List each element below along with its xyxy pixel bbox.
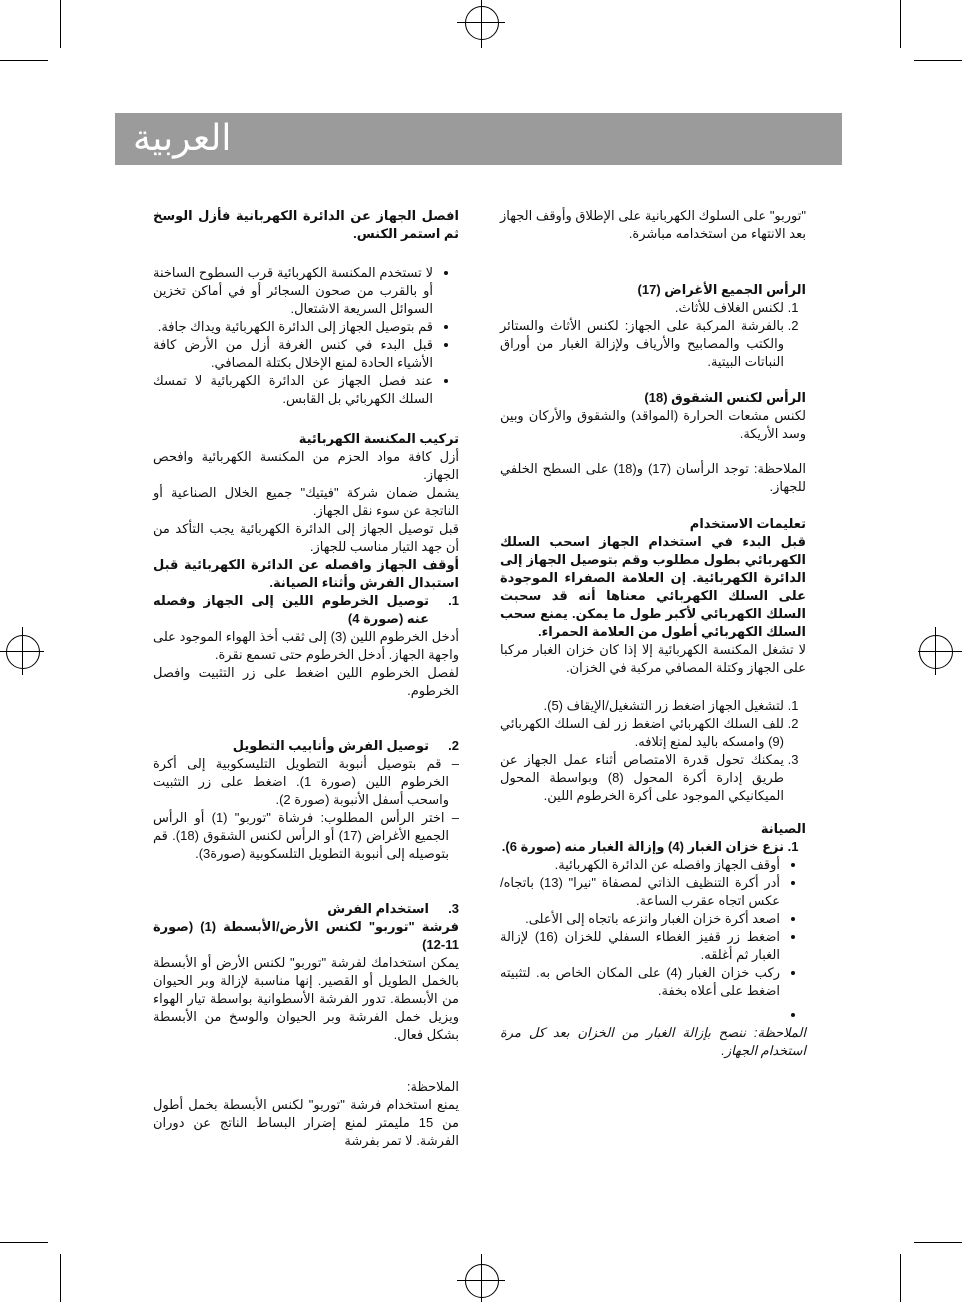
list-item: 1. لتشغيل الجهاز اضغط زر التشغيل/الإيقاف (5). — [500, 697, 784, 715]
maintenance-title: الصيانة — [760, 821, 806, 836]
step-title: توصيل الفرش وأنابيب التطويل — [232, 738, 429, 753]
list-item: 1. لكنس الغلاف للأثاث. — [500, 299, 784, 317]
section-head17 — [500, 281, 806, 371]
list-item: • قبل البدء في كنس الغرفة أزل من الأرض كافة الأشياء الحادة لمنع الإخلال بكتلة المصافي. — [153, 336, 433, 372]
list-item: • اضغط زر قفيز الغطاء السفلي للخزان (16) لإزالة الغبار ثم أغلقه. — [500, 928, 780, 964]
list-item: 3. يمكنك تحول قدرة الامتصاص أثناء عمل الجهاز عن طريق إدارة أكرة المحول (8) وبواسطة المحول الميكانيكي الموجود على أكرة الخرطوم اللين. — [500, 751, 784, 805]
assembly-title: تركيب المكنسة الكهربائية — [298, 431, 459, 446]
list-item: • أوقف الجهاز وافصله عن الدائرة الكهربائية. — [500, 856, 780, 874]
note-label: الملاحظة: — [406, 1079, 459, 1094]
step-text: أدخل الخرطوم اللين (3) إلى ثقب أخذ الهواء الموجود على واجهة الجهاز. أدخل الخرطوم حتى تسمع نقرة. — [153, 629, 460, 662]
list-item: 2. بالفرشة المركبة على الجهاز: لكنس الأثاث والستائر والكتب والمصابيح والأرياف ولإزالة الغبار من أوراق النباتات البيتية. — [500, 317, 784, 371]
turbo-note — [153, 1078, 459, 1150]
maintenance-note: الملاحظة: ننصح بإزالة الغبار من الخزان بعد كل مرة استخدام الجهاز. — [500, 1025, 806, 1058]
section-assembly — [153, 430, 459, 592]
heads-note: الملاحظة: توجد الرأسان (17) و(18) على السطح الخلفي للجهاز. — [500, 461, 806, 494]
assembly-text: قبل توصيل الجهاز إلى الدائرة الكهربائية يجب التأكد من أن جهد التيار مناسب للجهاز. — [153, 521, 459, 554]
list-item: • أدر أكرة التنظيف الذاتي لمصفاة "نيرا" (13) باتجاه/عكس اتجاه عقرب الساعة. — [500, 874, 780, 910]
header-title: العربية — [133, 117, 232, 158]
safety-bullets — [153, 264, 459, 408]
step-number: 1. — [448, 593, 459, 608]
step-title: توصيل الخرطوم اللين إلى الجهاز وفصله عنه (صورة 4) — [153, 593, 429, 626]
usage-text: لا تشغل المكنسة الكهربائية إلا إذا كان خزان الغبار مركبا على الجهاز وكتلة المصافي مركبة في الخزان. — [500, 642, 806, 675]
maintenance-item1: 1. نزع خزان الغبار (4) وإزالة الغبار منه (صورة 6). — [500, 838, 784, 856]
list-item: – اختر الرأس المطلوب: فرشاة "توربو" (1) أو الرأس الجميع الأغراض (17) أو الرأس لكنس الشقوق (18). قم بتوصيله إلى أنبوبة التطويل التلسكوبية (صورة3). — [153, 810, 460, 861]
step-2 — [153, 737, 459, 863]
note-text: يمنع استخدام فرشة "توربو" لكنس الأبسطة بخمل أطول من 15 مليمتر لمنع إضرار البساط الناتج عن دوران الفرشة. لا تمر بفرشة — [153, 1097, 459, 1148]
turbo-intro: "توربو" على السلوك الكهربانية على الإطلاق وأوقف الجهاز بعد الانتهاء من استخدامه مباشرة. — [500, 208, 806, 241]
section-maintenance — [500, 820, 806, 1060]
assembly-text: يشمل ضمان شركة "فيتيك" جميع الخلال الصناعية أو الناتجة عن سوء نقل الجهاز. — [153, 485, 459, 518]
assembly-warning: أوقف الجهاز وافصله عن الدائرة الكهربائية قبل استبدال الفرش وأثناء الصيانة. — [153, 557, 459, 590]
assembly-text: أزل كافة مواد الحزم من المكنسة الكهربائية وافحص الجهاز. — [153, 449, 459, 482]
section-head18 — [500, 389, 806, 443]
list-item: • عند فصل الجهاز عن الدائرة الكهربائية لا تمسك السلك الكهربائي بل القابس. — [153, 372, 433, 408]
empty-bullet — [500, 1006, 780, 1024]
step-number: 2. — [448, 738, 459, 753]
usage-title: تعليمات الاستخدام — [689, 516, 806, 531]
head17-title: الرأس الجميع الأغراض (17) — [637, 282, 806, 297]
list-item: • اصعد أكرة خزان الغبار وانزعه باتجاه إلى الأعلى. — [500, 910, 780, 928]
list-item: • قم بتوصيل الجهاز إلى الدائرة الكهربائية ويداك جافة. — [153, 318, 433, 336]
section-usage — [500, 515, 806, 805]
list-item: • ركب خزان الغبار (4) على المكان الخاص به. لتثبيته اضغط على أعلاه بخفة. — [500, 964, 780, 1000]
step-subtitle: فرشة "توربو" لكنس الأرض/الأبسطة (1) (صورة 11-12) — [153, 919, 460, 952]
step-3 — [153, 900, 459, 1044]
step-text: لفصل الخرطوم اللين اضغط على زر التثبيت وافصل الخرطوم. — [153, 665, 459, 698]
head18-text: لكنس مشعات الحرارة (المواقد) والشقوق والأركان وبين وسد الأريكة. — [500, 408, 806, 441]
step-1 — [153, 592, 459, 700]
step-number: 3. — [448, 901, 459, 916]
step-title: استخدام الفرش — [327, 901, 429, 916]
disconnect-warning: افصل الجهاز عن الدائرة الكهربانية فأزل الوسخ ثم استمر الكنس. — [153, 208, 459, 241]
language-header — [115, 113, 842, 165]
head18-title: الرأس لكنس الشقوق (18) — [644, 390, 806, 405]
list-item: – قم بتوصيل أنبوبة التطويل التليسكوبية إلى أكرة الخرطوم اللين (صورة 1). اضغط على زر التثبيت واسحب أسفل الأنبوبة (صورة 2). — [153, 756, 459, 807]
step-text: يمكن استخدامك لفرشة "توربو" لكنس الأرض أو الأبسطة بالخمل الطويل أو القصير. إنها مناسبة لإزالة وبر الحيوان من الأبسطة. تدور الفرشة الأسطوانية بواسطة تيار الهواء ويزيل خمل الفرشة وبر الحيوان والوسخ من الأبسطة بشكل فعال. — [153, 955, 459, 1042]
list-item: 2. للف السلك الكهربائي اضغط زر لف السلك الكهربائي (9) وامسكه باليد لمنع إتلافه. — [500, 715, 784, 751]
list-item: • لا تستخدم المكنسة الكهربائية قرب السطوح الساخنة أو بالقرب من صحون السجائر أو في أماكن تخزين السوائل السريعة الاشتعال. — [153, 264, 433, 318]
usage-warning: قبل البدء في استخدام الجهاز اسحب السلك الكهربائي بطول مطلوب وقم بتوصيل الجهاز إلى الدائرة الكهربائية. إن العلامة الصفراء الموجودة على السلك الكهربائي معناها أنه قد سحبت السلك الكهربائي لأكبر طول ما يمكن. يمنع سحب السلك الكهربائي أطول من العلامة الحمراء. — [500, 534, 806, 639]
